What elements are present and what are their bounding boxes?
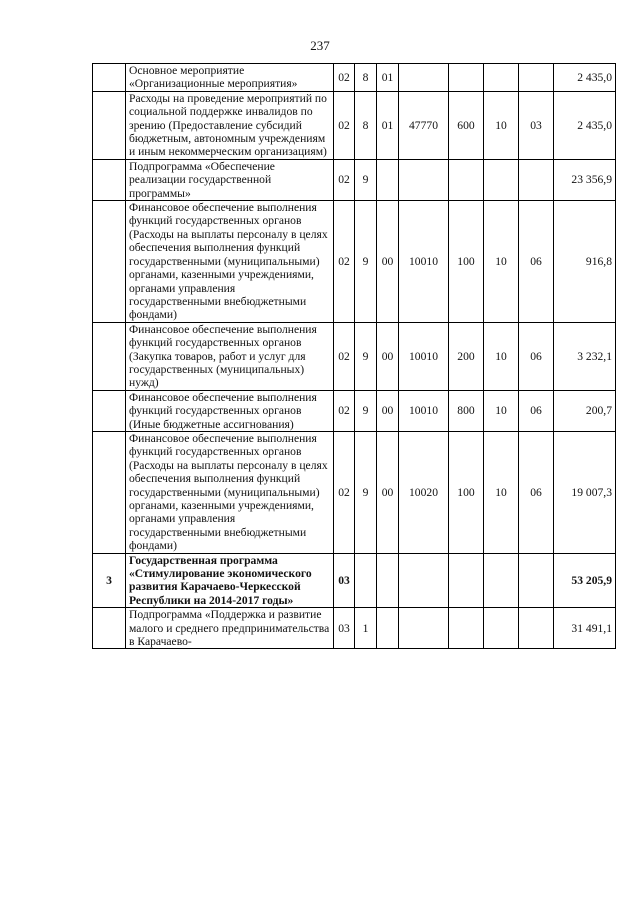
subprogram-code-cell: 9 (355, 322, 377, 390)
row-index-cell (93, 608, 126, 649)
row-index-cell: 3 (93, 553, 126, 608)
subprogram-code-cell: 9 (355, 431, 377, 553)
expense-name-cell: Основное мероприятие «Организационные мероприятия» (126, 64, 334, 92)
direction-code-cell: 10010 (399, 322, 449, 390)
subprogram-code-cell: 8 (355, 64, 377, 92)
activity-code-cell (377, 553, 399, 608)
table-row (93, 322, 616, 390)
expense-type-code-cell (449, 64, 484, 92)
amount-cell: 31 491,1 (554, 608, 616, 649)
activity-code-cell (377, 608, 399, 649)
row-index-cell (93, 91, 126, 159)
activity-code-cell: 00 (377, 390, 399, 431)
subsection-code-cell (519, 608, 554, 649)
expense-type-code-cell: 200 (449, 322, 484, 390)
section-code-cell (484, 553, 519, 608)
direction-code-cell (399, 608, 449, 649)
direction-code-cell (399, 553, 449, 608)
section-code-cell: 10 (484, 322, 519, 390)
activity-code-cell: 00 (377, 201, 399, 323)
row-index-cell (93, 390, 126, 431)
subprogram-code-cell (355, 553, 377, 608)
table-row (93, 390, 616, 431)
amount-cell: 2 435,0 (554, 91, 616, 159)
subprogram-code-cell: 9 (355, 201, 377, 323)
amount-cell: 53 205,9 (554, 553, 616, 608)
expense-name-cell: Финансовое обеспечение выполнения функций государственных органов (Расходы на выплаты персоналу в целях обеспечения выполнения функций государственными (муниципальными) органами, казенными учреждениями, органами управления государственными внебюджетными фондами) (126, 431, 334, 553)
subprogram-code-cell: 9 (355, 390, 377, 431)
section-code-cell (484, 608, 519, 649)
amount-cell: 23 356,9 (554, 159, 616, 200)
subprogram-code-cell: 8 (355, 91, 377, 159)
direction-code-cell (399, 159, 449, 200)
table-row (93, 608, 616, 649)
expense-type-code-cell (449, 553, 484, 608)
program-code-cell: 02 (334, 64, 355, 92)
expense-name-cell: Финансовое обеспечение выполнения функций государственных органов (Расходы на выплаты персоналу в целях обеспечения выполнения функций государственными (муниципальными) органами, казенными учреждениями, органами управления государственными внебюджетными фондами) (126, 201, 334, 323)
activity-code-cell (377, 159, 399, 200)
page-number: 237 (310, 38, 330, 53)
direction-code-cell: 10010 (399, 201, 449, 323)
expense-type-code-cell: 800 (449, 390, 484, 431)
section-code-cell: 10 (484, 431, 519, 553)
table-row (93, 201, 616, 323)
activity-code-cell: 01 (377, 91, 399, 159)
direction-code-cell (399, 64, 449, 92)
row-index-cell (93, 322, 126, 390)
expense-name-cell: Подпрограмма «Обеспечение реализации государственной программы» (126, 159, 334, 200)
row-index-cell (93, 64, 126, 92)
expense-name-cell: Расходы на проведение мероприятий по социальной поддержке инвалидов по зрению (Предоставление субсидий бюджетным, автономным учреждениям и иным некоммерческим организациям) (126, 91, 334, 159)
subsection-code-cell: 06 (519, 390, 554, 431)
table-row (93, 64, 616, 92)
activity-code-cell: 01 (377, 64, 399, 92)
subsection-code-cell (519, 159, 554, 200)
subsection-code-cell: 06 (519, 431, 554, 553)
expense-name-cell: Финансовое обеспечение выполнения функций государственных органов (Иные бюджетные ассигнования) (126, 390, 334, 431)
program-code-cell: 02 (334, 431, 355, 553)
program-code-cell: 03 (334, 553, 355, 608)
activity-code-cell: 00 (377, 431, 399, 553)
amount-cell: 3 232,1 (554, 322, 616, 390)
table-row (93, 431, 616, 553)
direction-code-cell: 47770 (399, 91, 449, 159)
section-code-cell (484, 159, 519, 200)
table-row (93, 553, 616, 608)
section-code-cell: 10 (484, 201, 519, 323)
subsection-code-cell (519, 553, 554, 608)
program-code-cell: 02 (334, 322, 355, 390)
row-index-cell (93, 159, 126, 200)
amount-cell: 200,7 (554, 390, 616, 431)
expense-type-code-cell: 100 (449, 201, 484, 323)
direction-code-cell: 10010 (399, 390, 449, 431)
section-code-cell (484, 64, 519, 92)
program-code-cell: 02 (334, 201, 355, 323)
subprogram-code-cell: 9 (355, 159, 377, 200)
direction-code-cell: 10020 (399, 431, 449, 553)
expense-type-code-cell (449, 608, 484, 649)
expense-type-code-cell: 100 (449, 431, 484, 553)
expense-type-code-cell (449, 159, 484, 200)
expense-name-cell: Финансовое обеспечение выполнения функций государственных органов (Закупка товаров, работ и услуг для государственных (муниципальных) нужд) (126, 322, 334, 390)
program-code-cell: 03 (334, 608, 355, 649)
expense-name-cell: Государственная программа «Стимулирование экономического развития Карачаево-Черкесской Республики на 2014-2017 годы» (126, 553, 334, 608)
subsection-code-cell (519, 64, 554, 92)
activity-code-cell: 00 (377, 322, 399, 390)
subprogram-code-cell: 1 (355, 608, 377, 649)
program-code-cell: 02 (334, 91, 355, 159)
expense-name-cell: Подпрограмма «Поддержка и развитие малого и среднего предпринимательства в Карачаево- (126, 608, 334, 649)
section-code-cell: 10 (484, 91, 519, 159)
table-row (93, 159, 616, 200)
amount-cell: 2 435,0 (554, 64, 616, 92)
subsection-code-cell: 03 (519, 91, 554, 159)
table-row (93, 91, 616, 159)
expense-type-code-cell: 600 (449, 91, 484, 159)
program-code-cell: 02 (334, 159, 355, 200)
amount-cell: 916,8 (554, 201, 616, 323)
program-code-cell: 02 (334, 390, 355, 431)
row-index-cell (93, 201, 126, 323)
budget-table (92, 63, 616, 649)
amount-cell: 19 007,3 (554, 431, 616, 553)
section-code-cell: 10 (484, 390, 519, 431)
row-index-cell (93, 431, 126, 553)
subsection-code-cell: 06 (519, 201, 554, 323)
subsection-code-cell: 06 (519, 322, 554, 390)
